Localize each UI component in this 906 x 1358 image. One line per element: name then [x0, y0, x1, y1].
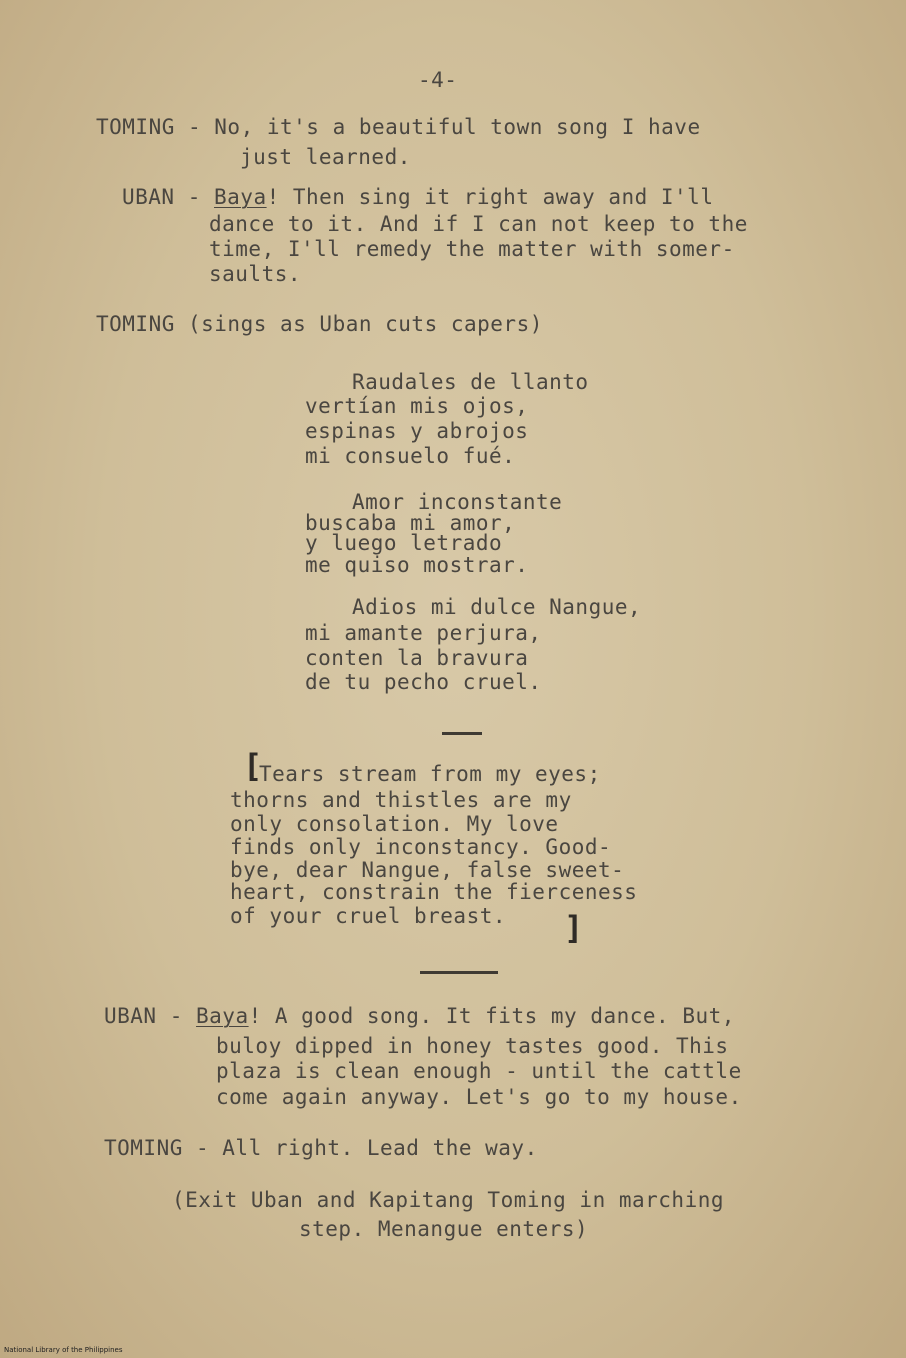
song-line: mi consuelo fué.	[305, 444, 516, 468]
library-credit: National Library of the Philippines	[4, 1346, 123, 1354]
dialogue-uban-2-line3: plaza is clean enough - until the cattle	[216, 1059, 742, 1083]
dialogue-uban-2-line4: come again anyway. Let's go to my house.	[216, 1085, 742, 1109]
song-line: Adios mi dulce Nangue,	[352, 595, 642, 619]
song-line: vertían mis ojos,	[305, 394, 529, 418]
dialogue-uban-2	[104, 1004, 735, 1028]
dialogue-uban-1-line4: saults.	[209, 262, 302, 286]
stage-direction-sings: TOMING (sings as Uban cuts capers)	[96, 312, 543, 336]
speaker-label: UBAN -	[104, 1004, 197, 1028]
stage-direction-exit-cont: step. Menangue enters)	[299, 1217, 589, 1241]
divider-rule	[442, 732, 482, 735]
song-line: y luego letrado	[305, 531, 503, 555]
dialogue-toming-1-cont: just learned.	[240, 145, 411, 169]
translation-line: only consolation. My love	[230, 812, 559, 836]
translation-line: finds only inconstancy. Good-	[230, 835, 612, 859]
song-line: conten la bravura	[305, 646, 529, 670]
divider-rule	[420, 971, 498, 974]
dialogue-text: ! Then sing it right away and I'll	[266, 185, 714, 209]
exclamation-underlined: Baya	[196, 1004, 249, 1028]
song-line: de tu pecho cruel.	[305, 670, 542, 694]
song-line: espinas y abrojos	[305, 419, 529, 443]
song-line: mi amante perjura,	[305, 621, 542, 645]
close-bracket: ]	[564, 909, 584, 947]
exclamation-underlined: Baya	[214, 185, 267, 209]
translation-line: bye, dear Nangue, false sweet-	[230, 858, 625, 882]
open-bracket: [	[243, 747, 263, 785]
page-number: -4-	[418, 68, 458, 92]
dialogue-uban-1	[122, 185, 713, 209]
dialogue-uban-1-line3: time, I'll remedy the matter with somer-	[209, 237, 735, 261]
song-line: Raudales de llanto	[352, 370, 589, 394]
song-line: me quiso mostrar.	[305, 553, 529, 577]
translation-line: of your cruel breast.	[230, 904, 507, 928]
translation-line: heart, constrain the fierceness	[230, 880, 638, 904]
speaker-label: UBAN -	[122, 185, 215, 209]
translation-line: thorns and thistles are my	[230, 788, 572, 812]
dialogue-text: ! A good song. It fits my dance. But,	[248, 1004, 735, 1028]
song-line: buscaba mi amor,	[305, 511, 516, 535]
stage-direction-exit: (Exit Uban and Kapitang Toming in marching	[172, 1188, 725, 1212]
translation-line: Tears stream from my eyes;	[259, 762, 601, 786]
dialogue-toming-1: TOMING - No, it's a beautiful town song I have	[96, 115, 701, 139]
dialogue-uban-1-line2: dance to it. And if I can not keep to the	[209, 212, 748, 236]
song-line: Amor inconstante	[352, 490, 563, 514]
dialogue-toming-2: TOMING - All right. Lead the way.	[104, 1136, 538, 1160]
dialogue-uban-2-line2: buloy dipped in honey tastes good. This	[216, 1034, 729, 1058]
